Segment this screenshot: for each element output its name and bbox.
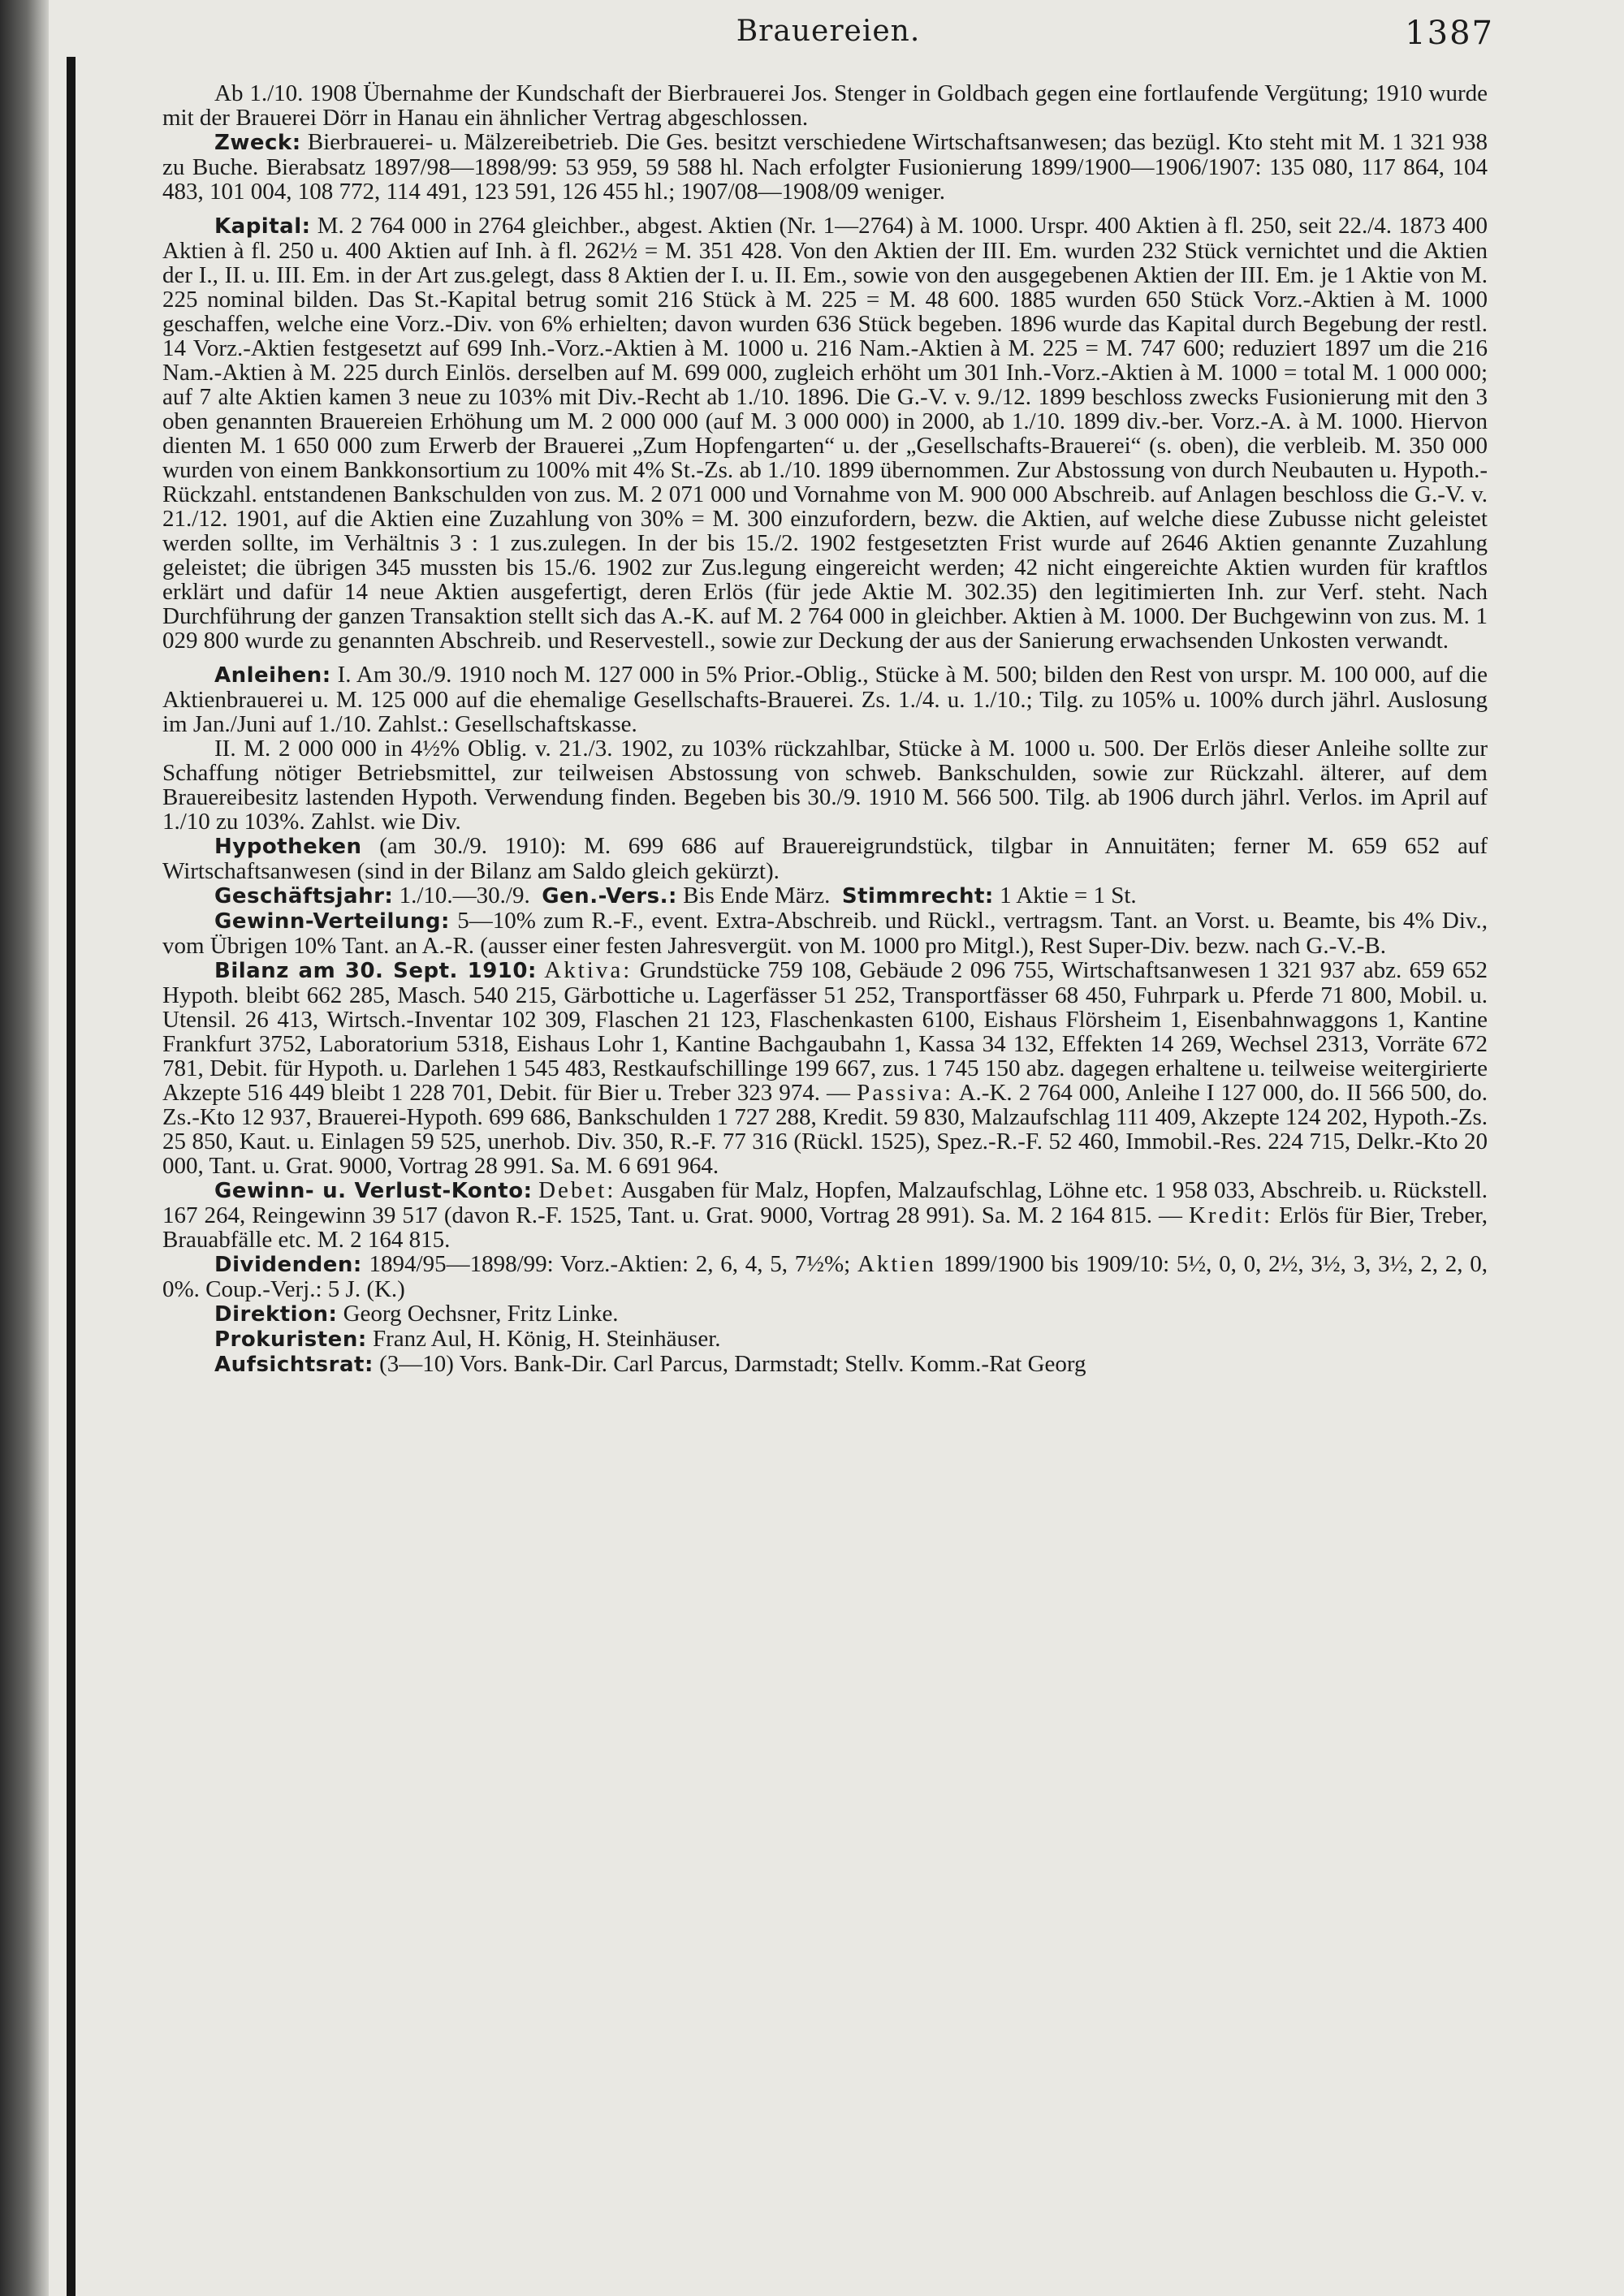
guv-kredit-text: Erlös für Bier, Treber, Brauabfälle etc. M. 2 164 815. [162, 1202, 1488, 1253]
gen-vers-text: Bis Ende März. [683, 883, 831, 908]
paragraph-kapital [162, 214, 1488, 653]
label-gewinn-verteilung: Gewinn-Verteilung: [214, 909, 450, 934]
running-head: Brauereien. [736, 15, 921, 48]
aktiva-word: Aktiva: [544, 957, 633, 983]
paragraph-direktion [162, 1301, 1488, 1327]
binding-rule [67, 57, 76, 2296]
bilanz-aktiva-text: Grundstücke 759 108, Gebäude 2 096 755, Wirtschaftsanwesen 1 321 937 abz. 659 652 Hypoth. bleibt 662 285, Masch. 540 215, Gärbottiche u. Lagerfässer 51 252, Transportfässer 68 450, Fuhrpark u. Pferde 71 800, Mobil. u. Utensil. 26 413, Wirtsch.-Inventar 102 309, Flaschen 21 123, Flaschenkasten 6100, Eishaus Flörsheim 1, Eisenbahnwaggons 1, Kantine Frankfurt 3752, Laboratorium 5318, Eishaus Lohr 1, Kantine Bachgaubahn 1, Kassa 34 132, Effekten 14 269, Wechsel 2313, Vorräte 672 781, Debit. für Hypoth. u. Darlehen 1 545 483, Restkaufschillinge 199 667, zus. 1 745 150 abz. dagegen erhaltene u. teilweise weitergirierte Akzepte 516 449 bleibt 1 228 701, Debit. für Bier u. Treber 323 974. — [162, 957, 1488, 1106]
gewinn-verteilung-text: 5—10% zum R.-F., event. Extra-Abschreib. und Rückl., vertragsm. Tant. an Vorst. u. Beamte, bis 4% Div., vom Übrigen 10% Tant. an A.-R. (ausser einer festen Jahresvergüt. von M. 1000 pro Mitgl.), Rest Super-Div. bezw. nach G.-V.-B. [162, 908, 1488, 959]
anleihe-2-text: II. M. 2 000 000 in 4½% Oblig. v. 21./3. 1902, zu 103% rückzahlbar, Stücke à M. 1000 u. 500. Der Erlös dieser Anleihe sollte zur Schaffung nötiger Betriebsmittel, zur teilweisen Abstossung von schweb. Bankschulden, sowie zur Rückzahl. älterer, auf dem Brauereibesitz lastenden Hypoth. Verwendung finden. Begeben bis 30./9. 1910 M. 566 500. Tilg. ab 1906 durch jährl. Verlos. im April auf 1./10 zu 103%. Zahlst. wie Div. [162, 736, 1488, 835]
label-gen-vers: Gen.-Vers.: [542, 884, 677, 908]
paragraph-prokuristen [162, 1327, 1488, 1352]
paragraph-anleihen [162, 662, 1488, 736]
bilanz-passiva-text: A.-K. 2 764 000, Anleihe I 127 000, do. II 566 500, do. Zs.-Kto 12 937, Brauerei-Hypoth. 699 686, Bankschulden 1 727 288, Kredit. 59 830, Malzaufschlag 111 409, Akzepte 124 202, Hypoth.-Zs. 25 850, Kaut. u. Einlagen 59 525, unerhob. Div. 350, R.-F. 77 316 (Rückl. 1525), Spez.-R.-F. 52 460, Immobil.-Res. 224 715, Delkr.-Kto 20 000, Tant. u. Grat. 9000, Vortrag 28 991. Sa. M. 6 691 964. [162, 1080, 1488, 1179]
label-gewinn-verlust: Gewinn- u. Verlust-Konto: [214, 1179, 533, 1203]
paragraph-gewinn-verteilung [162, 908, 1488, 958]
hypotheken-text: (am 30./9. 1910): M. 699 686 auf Brauereigrundstück, tilgbar in Annuitäten; ferner M. 659 652 auf Wirtschaftsanwesen (sind in der Bilanz am Saldo gleich gekürzt). [162, 833, 1488, 884]
zweck-text: Bierbrauerei- u. Mälzereibetrieb. Die Ges. besitzt verschiedene Wirtschaftsanwesen; das bezügl. Kto steht mit M. 1 321 938 zu Buche. Bierabsatz 1897/98—1898/99: 53 959, 59 588 hl. Nach erfolgter Fusionierung 1899/1900—1906/1907: 135 080, 117 864, 104 483, 101 004, 108 772, 114 491, 123 591, 126 455 hl.; 1907/08—1908/09 weniger. [162, 129, 1488, 205]
label-kapital: Kapital: [214, 214, 311, 239]
kapital-text: M. 2 764 000 in 2764 gleichber., abgest. Aktien (Nr. 1—2764) à M. 1000. Urspr. 400 Aktien à fl. 250, seit 22./4. 1873 400 Aktien à fl. 250 u. 400 Aktien auf Inh. à fl. 262½ = M. 351 428. Von den Aktien der III. Em. wurden 232 Stück vernichtet und die Aktien der I., II. u. III. Em. in der Art zus.gelegt, dass 8 Aktien der I. u. II. Em., sowie von den ausgegebenen Aktien der III. Em. je 1 Aktie von M. 225 nominal bilden. Das St.-Kapital betrug somit 216 Stück à M. 225 = M. 48 600. 1885 wurden 650 Stück Vorz.-Aktien à M. 1000 geschaffen, welche eine Vorz.-Div. von 6% erhielten; davon wurden 636 Stück begeben. 1896 wurde das Kapital durch Begebung der restl. 14 Vorz.-Aktien festgesetzt auf 699 Inh.-Vorz.-Aktien à M. 1000 u. 216 Nam.-Aktien à M. 225 = M. 747 600; reduziert 1897 um die 216 Nam.-Aktien à M. 225 durch Einlös. derselben auf M. 699 000, zugleich erhöht um 301 Inh.-Vorz.-Aktien à M. 1000 = total M. 1 000 000; auf 7 alte Aktien kamen 3 neue zu 103% mit Div.-Recht ab 1./10. 1896. Die G.-V. v. 9./12. 1899 beschloss zwecks Fusionierung mit den 3 oben genannten Brauereien Erhöhung um M. 2 000 000 (auf M. 3 000 000) in 2000, ab 1./10. 1899 div.-ber. Vorz.-A. à M. 1000. Hiervon dienten M. 1 650 000 zum Erwerb der Brauerei „Zum Hopfengarten“ u. der „Gesellschafts-Brauerei“ (s. oben), die verbleib. M. 350 000 wurden von einem Bankkonsortium zu 100% mit 4% St.-Zs. ab 1./10. 1899 übernommen. Zur Abstossung von durch Neubauten u. Hypoth.-Rückzahl. entstandenen Bankschulden von zus. M. 2 071 000 und Vornahme von M. 900 000 Abschreib. auf Anlagen beschloss die G.-V. v. 21./12. 1901, auf die Aktien eine Zuzahlung von 30% = M. 300 einzufordern, bezw. die Aktien, auf welche diese Zubusse nicht geleistet werden sollte, im Verhältnis 3 : 1 zus.zulegen. In der bis 15./2. 1902 festgesetzten Frist wurde auf 2646 Aktien genannte Zuzahlung geleistet; die übrigen 345 mussten bis 15./6. 1902 zur Zus.legung eingereicht werden; 42 nicht eingereichte Aktien wurden für kraftlos erklärt und dafür 14 neue Aktien ausgefertigt, deren Erlös (für jede Aktie M. 302.35) den legitimierten Inh. zur Verf. steht. Nach Durchführung der ganzen Transaktion stellt sich das A.-K. auf M. 2 764 000 in gleichber. Aktien à M. 1000. Der Buchgewinn von zus. M. 1 029 800 wurde zu genannten Abschreib. und Reservestell., sowie zur Deckung der aus der Sanierung erwachsenden Unkosten verwandt. [162, 213, 1488, 654]
label-hypotheken: Hypotheken [214, 835, 362, 859]
prokuristen-text: Franz Aul, H. König, H. Steinhäuser. [372, 1326, 721, 1352]
dividenden-text-1: 1894/95—1898/99: Vorz.-Aktien: 2, 6, 4, 5, 7½%; [369, 1251, 851, 1277]
dividenden-text-2: 1899/1900 bis 1909/10: 5½, 0, 0, 2½, 3½, 3, 3½, 2, 2, 0, 0%. Coup.-Verj.: 5 J. (K.) [162, 1251, 1488, 1302]
label-stimmrecht: Stimmrecht: [841, 884, 994, 908]
label-direktion: Direktion: [214, 1302, 338, 1327]
page-number: 1387 [1405, 15, 1494, 52]
label-prokuristen: Prokuristen: [214, 1327, 367, 1352]
paragraph-bilanz [162, 958, 1488, 1178]
geschaeftsjahr-text: 1./10.—30./9. [399, 883, 530, 908]
label-aufsichtsrat: Aufsichtsrat: [214, 1353, 374, 1377]
paragraph-takeover [162, 81, 1488, 130]
dividenden-aktien-word: Aktien [857, 1251, 936, 1277]
article-body [162, 81, 1488, 1377]
label-dividenden: Dividenden: [214, 1253, 362, 1277]
label-zweck: Zweck: [214, 131, 301, 155]
paragraph-zweck [162, 130, 1488, 204]
binding-shadow [0, 0, 49, 2296]
paragraph-hypotheken [162, 834, 1488, 883]
label-geschaeftsjahr: Geschäftsjahr: [214, 884, 394, 908]
label-bilanz: Bilanz am 30. Sept. 1910: [214, 959, 537, 983]
paragraph-dividenden [162, 1252, 1488, 1301]
paragraph-fiscal-meta [162, 883, 1488, 908]
stimmrecht-text: 1 Aktie = 1 St. [1000, 883, 1137, 908]
label-anleihen: Anleihen: [214, 663, 331, 688]
paragraph-gewinn-verlust [162, 1178, 1488, 1252]
debet-word: Debet: [538, 1177, 616, 1203]
paragraph-aufsichtsrat [162, 1352, 1488, 1377]
kredit-word: Kredit: [1188, 1202, 1273, 1228]
guv-debet-text: Ausgaben für Malz, Hopfen, Malzaufschlag, Löhne etc. 1 958 033, Abschreib. u. Rückstell. 167 264, Reingewinn 39 517 (davon R.-F. 1525, Tant. u. Grat. 9000, Vortrag 28 991). Sa. M. 2 164 815. — [162, 1177, 1488, 1228]
passiva-word: Passiva: [857, 1080, 954, 1106]
paragraph-anleihe-2 [162, 736, 1488, 834]
page-header [162, 15, 1494, 63]
anleihen-text: I. Am 30./9. 1910 noch M. 127 000 in 5% Prior.-Oblig., Stücke à M. 500; bilden den Rest von urspr. M. 100 000, auf die Aktienbrauerei u. M. 125 000 auf die ehemalige Gesellschafts-Brauerei. Zs. 1./4. u. 1./10.; Tilg. zu 105% u. 100% durch jährl. Auslosung im Jan./Juni auf 1./10. Zahlst.: Gesellschaftskasse. [162, 662, 1488, 737]
takeover-text: Ab 1./10. 1908 Übernahme der Kundschaft der Bierbrauerei Jos. Stenger in Goldbach gegen eine fortlaufende Vergütung; 1910 wurde mit der Brauerei Dörr in Hanau ein ähnlicher Vertrag abgeschlossen. [162, 80, 1488, 131]
direktion-text: Georg Oechsner, Fritz Linke. [343, 1301, 619, 1327]
aufsichtsrat-text: (3—10) Vors. Bank-Dir. Carl Parcus, Darmstadt; Stellv. Komm.-Rat Georg [379, 1351, 1086, 1377]
